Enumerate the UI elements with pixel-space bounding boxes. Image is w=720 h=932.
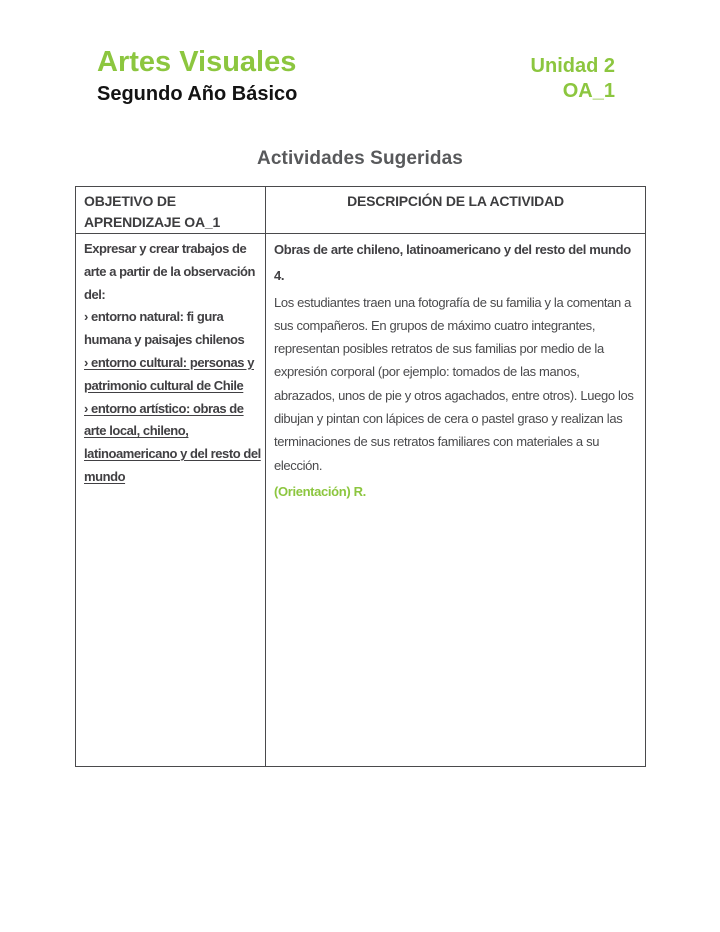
objective-cell [76, 234, 266, 767]
orientation-note: (Orientación) R. [274, 483, 366, 499]
column-header-objective: OBJETIVO DE APRENDIZAJE OA_1 [76, 187, 266, 234]
header-right [531, 54, 615, 104]
objective-intro: Expresar y crear trabajos de arte a partir de la observación del: [84, 241, 256, 302]
activity-number: 4. [274, 268, 285, 284]
objective-code-label: OA_1 [562, 80, 615, 102]
table-header-row [76, 187, 646, 234]
activity-description: Los estudiantes traen una fotografía de su familia y la comentan a sus compañeros. En grupos de máximo cuatro integrantes, representan posibles retratos de sus familias por medio de la expresión corporal (por ejemplo: tomados de las manos, abrazados, unos de pie y otros agachados, entre otros). Luego los dibujan y pintan con lápices de cera o pastel graso y realizan las terminaciones de sus retratos familiares con materiales a su elección. [274, 294, 634, 473]
section-title: Actividades Sugeridas [257, 148, 463, 169]
unit-label: Unidad 2 [530, 55, 615, 77]
doc-title: Artes Visuales [97, 46, 297, 78]
header-left [97, 46, 297, 106]
description-heading: Obras de arte chileno, latinoamericano y del resto del mundo [274, 242, 631, 257]
objective-item-cultural: › entorno cultural: personas y patrimonio cultural de Chile [84, 354, 254, 393]
activities-table [75, 186, 646, 767]
doc-subtitle: Segundo Año Básico [97, 83, 298, 105]
description-cell [266, 234, 646, 767]
column-header-description: DESCRIPCIÓN DE LA ACTIVIDAD [266, 187, 646, 234]
page-header [97, 46, 615, 106]
objective-item-natural: › entorno natural: fi gura humana y paisajes chilenos [84, 309, 245, 348]
table-body-row [76, 234, 646, 767]
objective-item-artistic: › entorno artístico: obras de arte local, chileno, latinoamericano y del resto del mundo [84, 400, 261, 484]
